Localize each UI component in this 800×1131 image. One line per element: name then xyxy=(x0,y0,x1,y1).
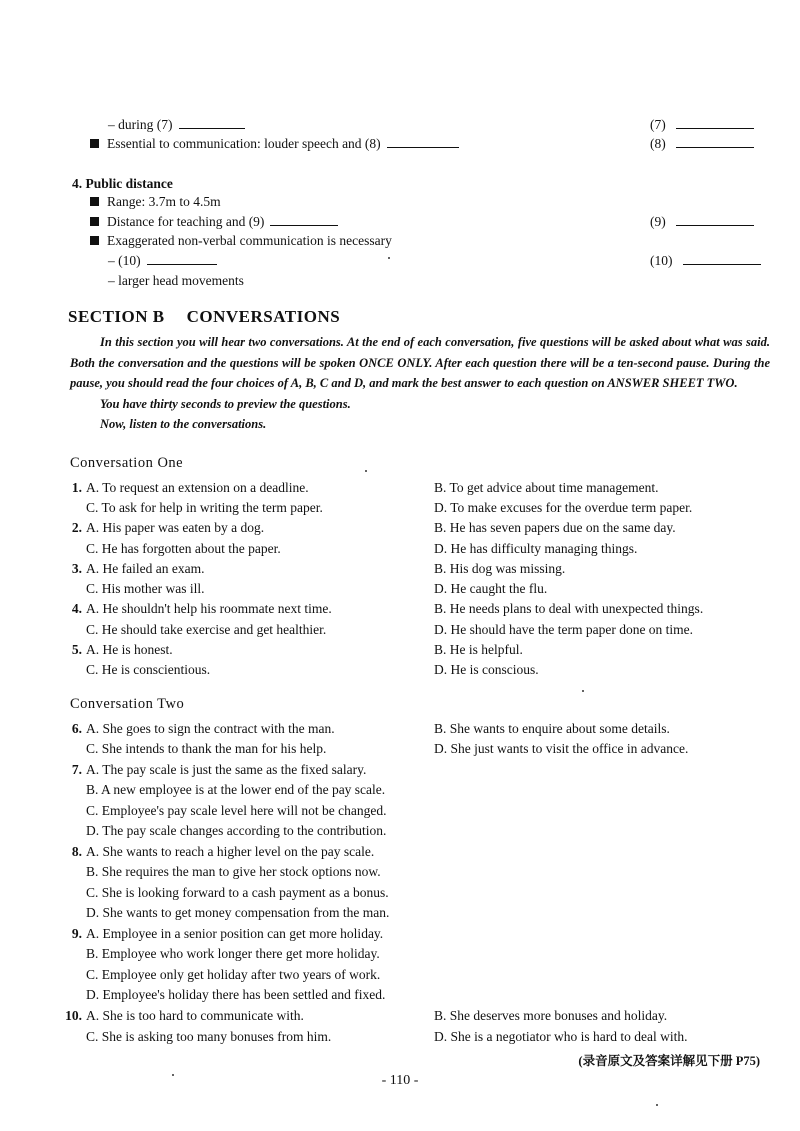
scan-speck xyxy=(365,470,367,472)
question-10-option-c[interactable]: C. She is asking too many bonuses from him. xyxy=(86,1029,332,1044)
answer-slot-10 xyxy=(650,252,761,270)
note-text: Distance for teaching and (9) xyxy=(107,214,265,229)
answer-blank[interactable] xyxy=(147,252,217,265)
note-text: – during (7) xyxy=(108,117,173,132)
option-text: A. She goes to sign the contract with the man. xyxy=(86,721,335,736)
question-2-option-c[interactable]: C. He has forgotten about the paper. xyxy=(86,541,281,556)
question-5-option-a[interactable] xyxy=(64,641,173,659)
question-6-option-b[interactable]: B. She wants to enquire about some details. xyxy=(434,721,670,736)
answer-blank[interactable] xyxy=(683,252,761,265)
question-6-option-a[interactable] xyxy=(64,720,335,738)
note-text: – (10) xyxy=(108,253,141,268)
question-4-option-c[interactable]: C. He should take exercise and get healthier. xyxy=(86,622,327,637)
question-5-option-c[interactable]: C. He is conscientious. xyxy=(86,662,211,677)
option-text: A. To request an extension on a deadline. xyxy=(86,480,309,495)
question-1-option-d[interactable]: D. To make excuses for the overdue term paper. xyxy=(434,500,693,515)
question-number: 9. xyxy=(71,926,82,941)
page-number: - 110 - xyxy=(381,1073,419,1088)
bullet-square-icon xyxy=(90,139,99,148)
question-9-option-d[interactable]: D. Employee's holiday there has been settled and fixed. xyxy=(86,987,386,1002)
option-text: A. He is honest. xyxy=(86,642,173,657)
answer-reference-note: (录音原文及答案详解见下册 P75) xyxy=(578,1054,760,1068)
question-7-option-c[interactable]: C. Employee's pay scale level here will not be changed. xyxy=(86,803,387,818)
preview-text: You have thirty seconds to preview the questions. xyxy=(100,396,351,411)
question-3-option-c[interactable]: C. His mother was ill. xyxy=(86,581,205,596)
listen-text: Now, listen to the conversations. xyxy=(100,417,267,431)
note-line-8 xyxy=(90,135,459,153)
question-5-option-d[interactable]: D. He is conscious. xyxy=(434,662,539,677)
note-line-nonverbal xyxy=(90,232,392,250)
option-text: A. He failed an exam. xyxy=(86,561,205,576)
question-3-option-a[interactable] xyxy=(64,560,204,578)
bullet-square-icon xyxy=(90,197,99,206)
section-instructions xyxy=(70,332,770,435)
question-1-option-b[interactable]: B. To get advice about time management. xyxy=(434,480,659,495)
question-number: 3. xyxy=(71,561,82,576)
answer-blank[interactable] xyxy=(676,116,754,129)
note-text: Essential to communication: louder speech and (8) xyxy=(107,136,381,151)
instruction-text: In this section you will hear two conversations. At the end of each conversation, five questions will be asked about what was said. Both the conversation and the questions will be spoken ONCE ONLY. After each question there will be a ten-second pause. During the pause, you should read the four choices of A, B, C and D, and mark the best answer to each question on ANSWER SHEET TWO. xyxy=(70,335,770,390)
question-4-option-a[interactable] xyxy=(64,600,332,618)
question-9-option-c[interactable]: C. Employee only get holiday after two years of work. xyxy=(86,967,381,982)
answer-blank[interactable] xyxy=(387,135,459,148)
scan-speck xyxy=(172,1074,174,1076)
question-6-option-c[interactable]: C. She intends to thank the man for his help. xyxy=(86,741,327,756)
bullet-square-icon xyxy=(90,217,99,226)
question-number: 8. xyxy=(71,844,82,859)
option-text: A. Employee in a senior position can get more holiday. xyxy=(86,926,384,941)
option-text: A. His paper was eaten by a dog. xyxy=(86,520,265,535)
question-number: 7. xyxy=(71,762,82,777)
note-line-7 xyxy=(108,116,245,134)
question-10-option-a[interactable] xyxy=(58,1007,304,1025)
question-4-option-d[interactable]: D. He should have the term paper done on time. xyxy=(434,622,694,637)
section-label: SECTION B xyxy=(68,307,165,326)
question-2-option-b[interactable]: B. He has seven papers due on the same day. xyxy=(434,520,676,535)
answer-slot-7 xyxy=(650,116,754,134)
question-1-option-a[interactable] xyxy=(64,479,309,497)
scan-speck xyxy=(582,690,584,692)
answer-slot-8 xyxy=(650,135,754,153)
note-text: Exaggerated non-verbal communication is necessary xyxy=(107,233,392,248)
option-text: A. The pay scale is just the same as the fixed salary. xyxy=(86,762,367,777)
question-1-option-c[interactable]: C. To ask for help in writing the term paper. xyxy=(86,500,323,515)
scan-speck xyxy=(656,1104,658,1106)
slot-number: (10) xyxy=(650,253,673,268)
question-9-option-b[interactable]: B. Employee who work longer there get more holiday. xyxy=(86,946,380,961)
section-name: CONVERSATIONS xyxy=(186,307,341,326)
question-7-option-d[interactable]: D. The pay scale changes according to the contribution. xyxy=(86,823,387,838)
question-10-option-b[interactable]: B. She deserves more bonuses and holiday. xyxy=(434,1008,668,1023)
question-7-option-b[interactable]: B. A new employee is at the lower end of the pay scale. xyxy=(86,782,386,797)
question-3-option-b[interactable]: B. His dog was missing. xyxy=(434,561,566,576)
question-8-option-d[interactable]: D. She wants to get money compensation from the man. xyxy=(86,905,390,920)
answer-blank[interactable] xyxy=(270,213,338,226)
question-8-option-c[interactable]: C. She is looking forward to a cash payment as a bonus. xyxy=(86,885,389,900)
question-5-option-b[interactable]: B. He is helpful. xyxy=(434,642,523,657)
answer-blank[interactable] xyxy=(676,213,754,226)
question-3-option-d[interactable]: D. He caught the flu. xyxy=(434,581,548,596)
answer-slot-9 xyxy=(650,213,754,231)
question-8-option-a[interactable] xyxy=(64,843,374,861)
note-line-head-movements: – larger head movements xyxy=(108,273,244,288)
scan-speck xyxy=(388,257,390,259)
note-text: Range: 3.7m to 4.5m xyxy=(107,194,221,209)
question-2-option-d[interactable]: D. He has difficulty managing things. xyxy=(434,541,638,556)
option-text: A. She is too hard to communicate with. xyxy=(86,1008,304,1023)
conversation-one-title: Conversation One xyxy=(70,455,184,471)
question-number: 1. xyxy=(71,480,82,495)
question-10-option-d[interactable]: D. She is a negotiator who is hard to deal with. xyxy=(434,1029,688,1044)
note-line-9 xyxy=(90,213,338,231)
question-number: 5. xyxy=(71,642,82,657)
note-line-10 xyxy=(108,252,217,270)
option-text: A. She wants to reach a higher level on the pay scale. xyxy=(86,844,375,859)
question-number: 4. xyxy=(71,601,82,616)
question-2-option-a[interactable] xyxy=(64,519,264,537)
section-title xyxy=(68,307,340,327)
question-4-option-b[interactable]: B. He needs plans to deal with unexpected things. xyxy=(434,601,704,616)
question-9-option-a[interactable] xyxy=(64,925,383,943)
answer-blank[interactable] xyxy=(179,116,245,129)
conversation-two-title: Conversation Two xyxy=(70,696,185,712)
question-number: 2. xyxy=(71,520,82,535)
slot-number: (8) xyxy=(650,136,666,151)
slot-number: (9) xyxy=(650,214,666,229)
slot-number: (7) xyxy=(650,117,666,132)
answer-blank[interactable] xyxy=(676,135,754,148)
question-number: 10. xyxy=(65,1008,82,1023)
question-number: 6. xyxy=(71,721,82,736)
note-line-range xyxy=(90,193,221,211)
bullet-square-icon xyxy=(90,236,99,245)
question-7-option-a[interactable] xyxy=(64,761,366,779)
option-text: A. He shouldn't help his roommate next time. xyxy=(86,601,332,616)
question-8-option-b[interactable]: B. She requires the man to give her stock options now. xyxy=(86,864,381,879)
question-6-option-d[interactable]: D. She just wants to visit the office in advance. xyxy=(434,741,689,756)
heading-public-distance: 4. Public distance xyxy=(72,176,173,191)
